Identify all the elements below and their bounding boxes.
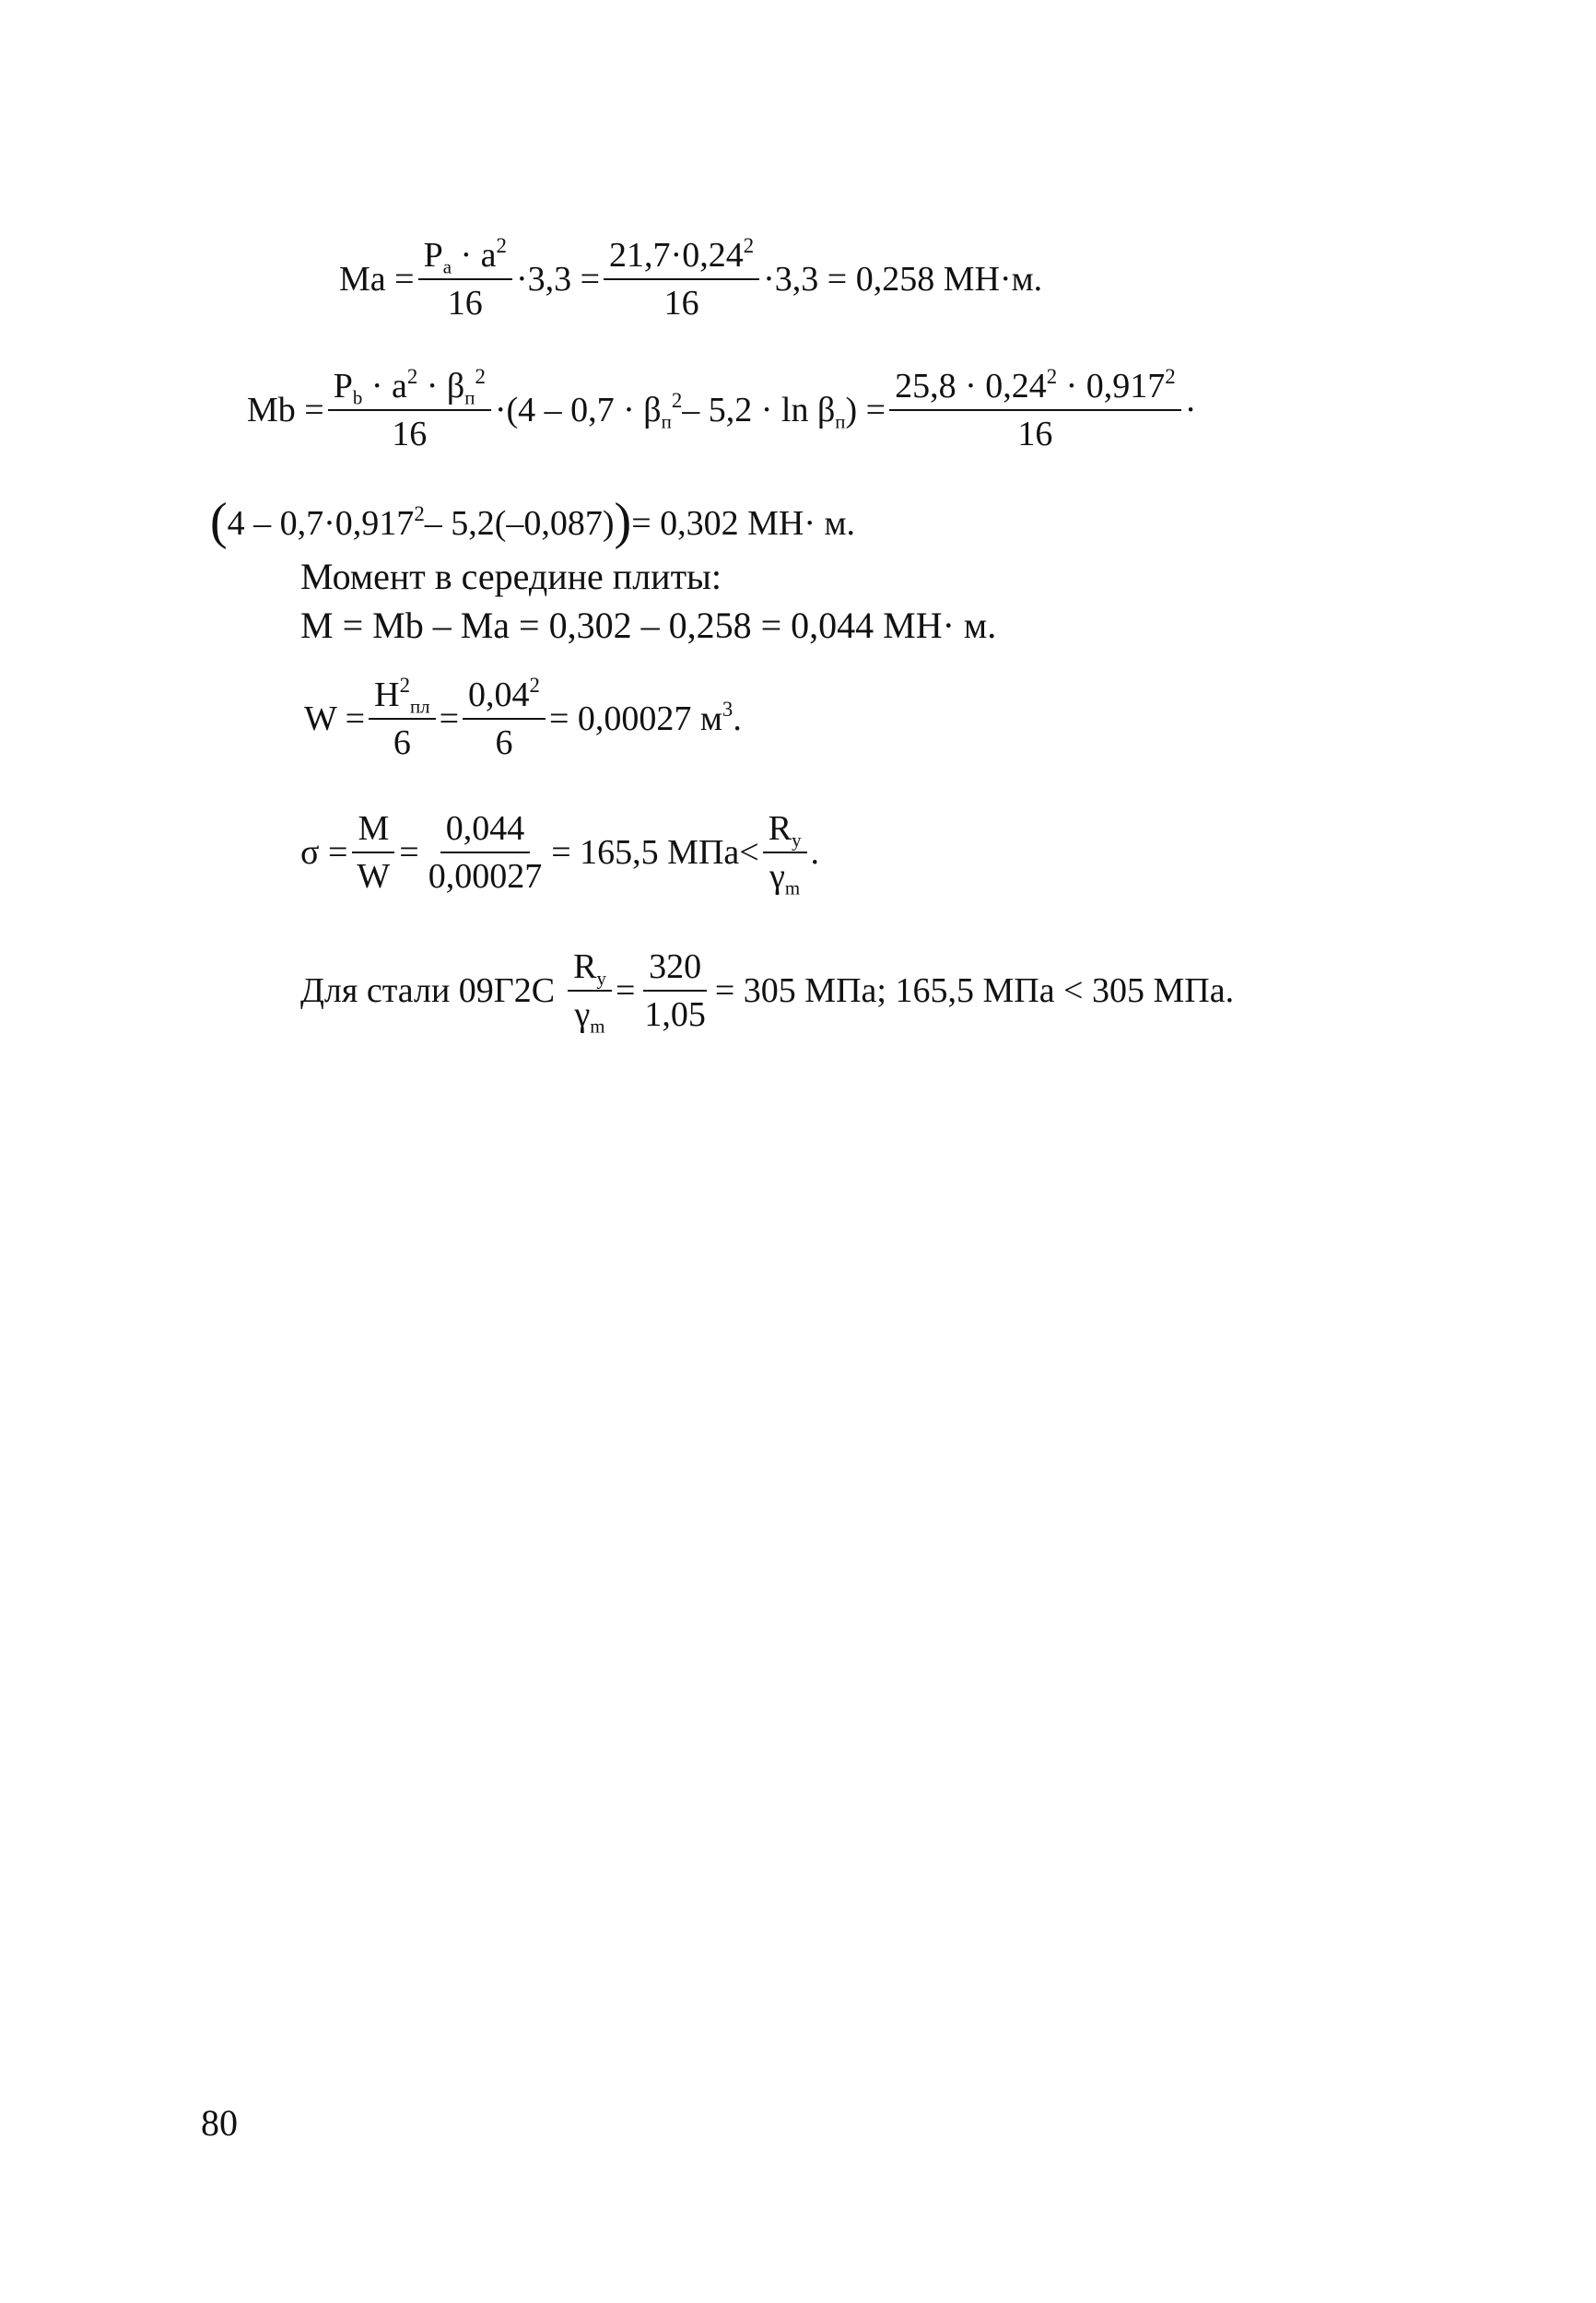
sigma-fraction-3: [763, 809, 807, 899]
moment-caption: Момент в середине плиты:: [300, 556, 722, 597]
equation-ma: [339, 234, 1043, 323]
mb-fraction-2: [889, 365, 1181, 453]
cont-rhs: = 0,302 МН· м.: [631, 504, 856, 543]
sigma-fraction-1-denominator: W: [357, 857, 391, 896]
sigma-fraction-1: [351, 811, 395, 894]
sigma-fraction-2: [423, 811, 548, 894]
sigma-lhs: σ =: [300, 833, 348, 872]
cont-paren-close: ): [614, 493, 632, 550]
sigma-mid: = 165,5 МПа<: [551, 833, 759, 872]
mb-fraction-1: [328, 365, 491, 453]
ma-fraction-1-numerator: $P_a \cdot a^2$: [418, 238, 512, 280]
mb-paren-term-1: $4 - 0,7 \cdot \beta_п^2$: [518, 389, 683, 433]
ma-rhs: ·3,3 = 0,258 МН·м.: [763, 260, 1043, 299]
w-lhs: W =: [304, 699, 366, 738]
steel-fraction-2-numerator: 320: [643, 949, 707, 992]
steel-fraction-1-denominator: $\gamma_m$: [574, 995, 605, 1038]
cont-term-2: – 5,2(–0,087): [424, 504, 615, 543]
page-number: 80: [201, 2102, 238, 2144]
ma-fraction-1: [418, 234, 512, 323]
mb-fraction-2-numerator: $25,8 \cdot 0,24^2 \cdot 0,917^2$: [889, 369, 1181, 411]
w-fraction-1-denominator: 6: [393, 723, 411, 762]
sigma-fraction-3-denominator: $\gamma_m$: [769, 857, 801, 899]
w-fraction-2: [463, 674, 546, 762]
mb-end: ·: [1184, 391, 1197, 429]
equation-mb-continuation: [210, 493, 856, 550]
mb-fraction-1-denominator: 16: [392, 415, 428, 453]
mb-fraction-2-denominator: 16: [1017, 415, 1053, 453]
w-fraction-1-numerator: $H^2_{пл}$: [369, 677, 435, 720]
steel-rhs: = 305 МПа; 165,5 МПа < 305 МПа.: [714, 971, 1235, 1010]
cont-term-1: $4 - 0,7\cdot 0,917^2$: [227, 502, 425, 543]
mb-paren-open: ·(: [494, 391, 519, 429]
steel-fraction-1: [568, 947, 612, 1038]
sigma-fraction-1-numerator: M: [352, 811, 394, 853]
ma-fraction-2-denominator: 16: [663, 284, 699, 323]
mb-paren-close: ) =: [845, 391, 886, 429]
steel-fraction-2: [639, 949, 711, 1032]
ma-fraction-1-denominator: 16: [447, 284, 483, 323]
steel-eq: =: [615, 971, 636, 1010]
steel-fraction-1-numerator: $R_y$: [568, 949, 612, 992]
ma-fraction-2-numerator: $21,7\cdot 0,24^2$: [604, 238, 759, 280]
mb-paren-term-2: – $5,2 \cdot \ln \beta_п$: [682, 391, 846, 433]
steel-fraction-2-denominator: 1,05: [644, 995, 706, 1034]
w-rhs: = 0,00027 $м^3$.: [548, 698, 742, 738]
w-eq: =: [439, 699, 460, 738]
w-fraction-2-numerator: 0,04$^2$: [463, 677, 546, 720]
equation-steel: [300, 947, 1235, 1038]
ma-fraction-2: [604, 234, 759, 323]
equation-mb: [247, 365, 1197, 453]
sigma-fraction-2-denominator: 0,00027: [428, 857, 543, 896]
sigma-eq: =: [399, 833, 419, 872]
mb-fraction-1-numerator: $P_b \cdot a^2 \cdot \beta_п^2$: [328, 369, 491, 411]
sigma-end: .: [810, 833, 820, 872]
equation-m: M = Mb – Ma = 0,302 – 0,258 = 0,044 МН· м.: [300, 605, 997, 646]
ma-lhs: Ma =: [339, 260, 415, 299]
equation-w: [304, 674, 742, 762]
ma-mid: ·3,3 =: [515, 260, 601, 299]
mb-lhs: Mb =: [247, 391, 324, 429]
w-fraction-1: [369, 674, 435, 762]
equation-sigma: [300, 809, 820, 899]
cont-paren-open: (: [210, 493, 228, 550]
sigma-fraction-3-numerator: $R_y$: [763, 811, 807, 853]
steel-lhs: Для стали 09Г2С: [300, 971, 556, 1010]
w-fraction-2-denominator: 6: [495, 723, 513, 762]
sigma-fraction-2-numerator: 0,044: [440, 811, 531, 853]
